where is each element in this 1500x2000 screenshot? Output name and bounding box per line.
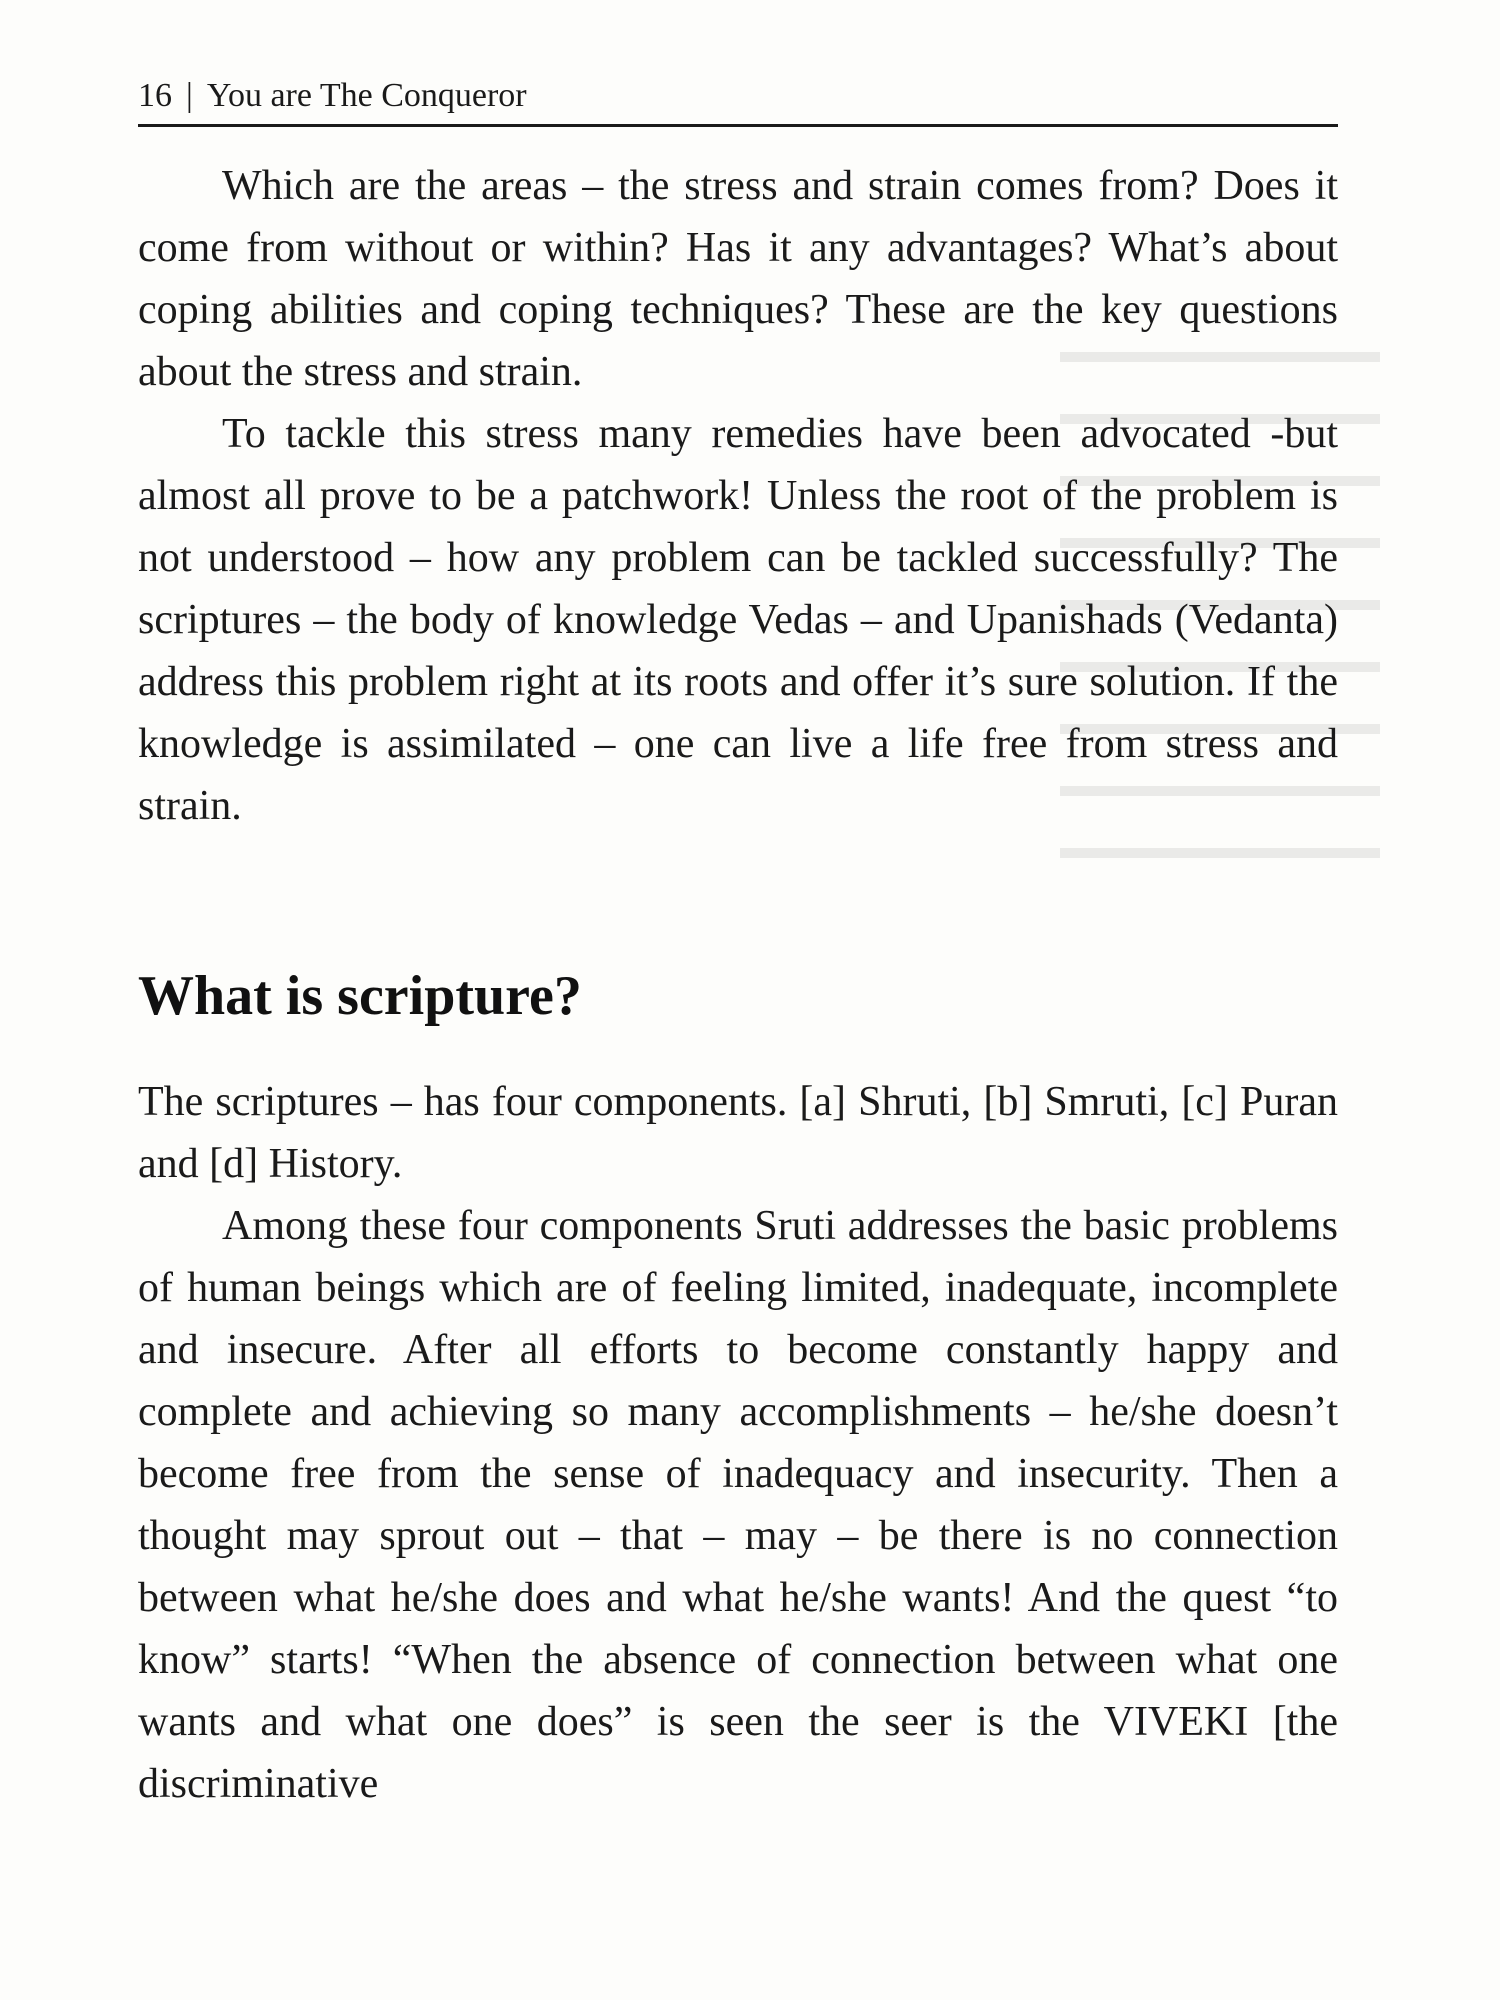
running-header — [138, 72, 1338, 127]
book-title: You are The Conqueror — [206, 77, 527, 114]
paragraph: Among these four components Sruti addresses the basic problems of human beings which are of feeling limited, inadequate, incomplete and insecure. After all efforts to become constantly happy and complete and achieving so many accomplishments – he/she doesn’t become free from the sense of inadequacy and insecurity. Then a thought may sprout out – that – may – be there is no connection between what he/she does and what he/she wants! And the quest “to know” starts! “When the absence of connection between what one wants and what one does” is seen the seer is the VIVEKI [the discriminative — [138, 1203, 1338, 1807]
paragraph: To tackle this stress many remedies have been advocated -but almost all prove to be a patchwork! Unless the root of the problem is not understood – how any problem can be tackled successfully? The scriptures – the body of knowledge Vedas – and Upanishads (Vedanta) address this problem right at its roots and offer it’s sure solution. If the knowledge is assimilated – one can live a life free from stress and strain. — [138, 411, 1338, 829]
paragraph: Which are the areas – the stress and strain comes from? Does it come from without or within? Has it any advantages? What’s about coping abilities and coping techniques? These are the key questions about the stress and strain. — [138, 163, 1338, 395]
paragraph: The scriptures – has four components. [a] Shruti, [b] Smruti, [c] Puran and [d] History. — [138, 1079, 1338, 1187]
page-number: 16 — [138, 77, 172, 114]
section-heading: What is scripture? — [138, 965, 582, 1027]
header-separator: | — [186, 77, 193, 114]
body-text — [138, 155, 1338, 1815]
